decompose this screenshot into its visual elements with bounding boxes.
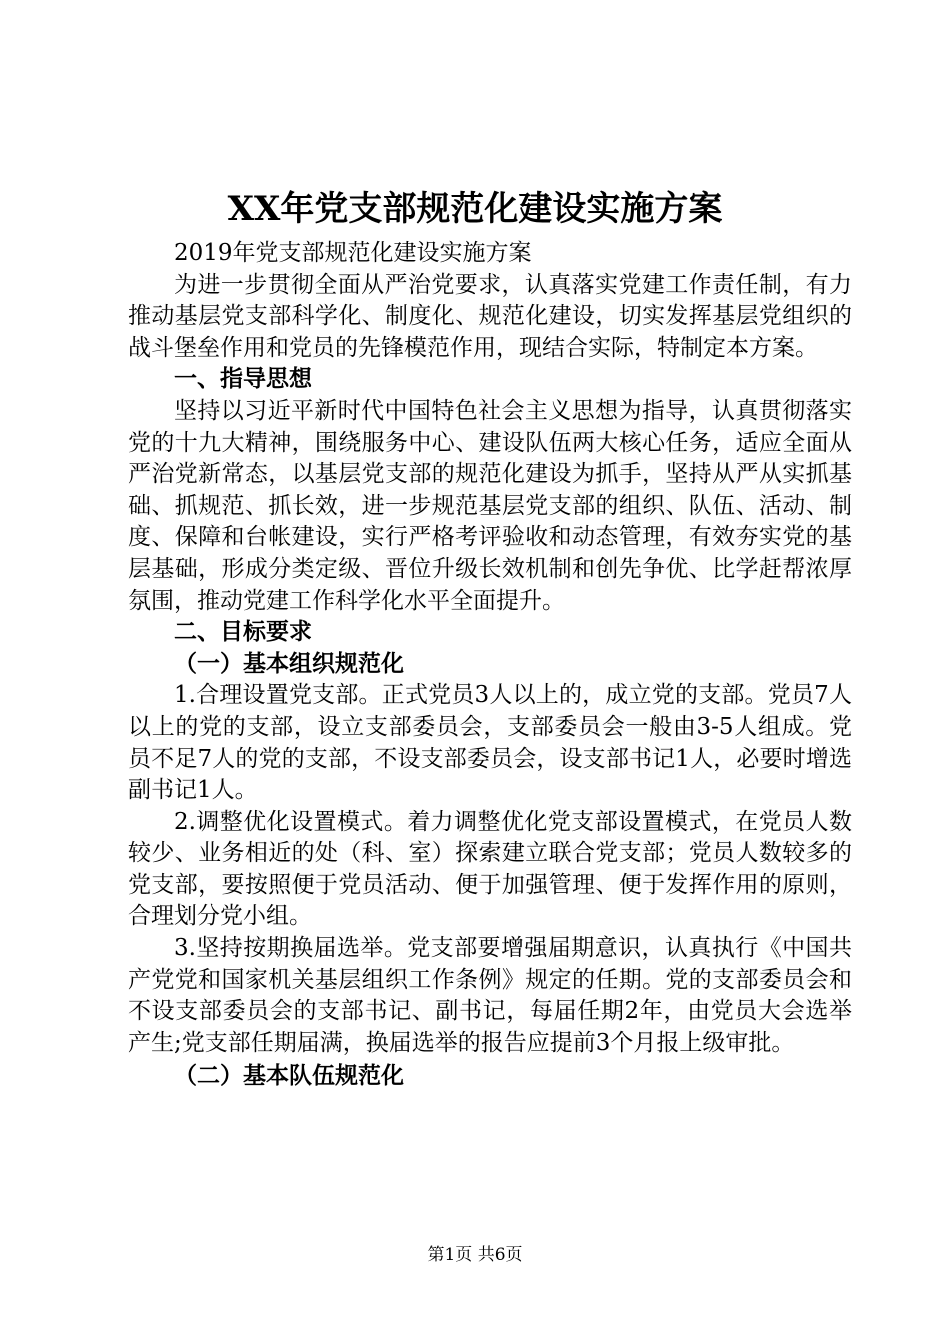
subsection-heading-organization: （一）基本组织规范化 (174, 650, 404, 677)
subsection-heading-team: （二）基本队伍规范化 (174, 1063, 404, 1090)
paragraph-item-3: 3.坚持按期换届选举。党支部要增强届期意识，认真执行《中国共产党党和国家机关基层组织工作条例》规定的任期。党的支部委员会和不设支部委员会的支部书记、副书记，每届任期2年，由党员大会选举产生;党支部任期届满，换届选举的报告应提前3个月报上级审批。 (128, 935, 852, 1056)
document-title: XX年党支部规范化建设实施方案 (227, 189, 723, 229)
section-heading-guiding-thought: 一、指导思想 (174, 366, 312, 393)
section-heading-goals: 二、目标要求 (174, 619, 312, 646)
document-body (128, 238, 852, 1093)
paragraph-subtitle: 2019年党支部规范化建设实施方案 (174, 240, 532, 266)
paragraph-guiding-thought: 坚持以习近平新时代中国特色社会主义思想为指导，认真贯彻落实党的十九大精神，围绕服务中心、建设队伍两大核心任务，适应全面从严治党新常态，以基层党支部的规范化建设为抓手，坚持从严从实抓基础、抓规范、抓长效，进一步规范基层党支部的组织、队伍、活动、制度、保障和台帐建设，实行严格考评验收和动态管理，有效夯实党的基层基础，形成分类定级、晋位升级长效机制和创先争优、比学赶帮浓厚氛围，推动党建工作科学化水平全面提升。 (128, 397, 852, 614)
paragraph-item-1: 1.合理设置党支部。正式党员3人以上的，成立党的支部。党员7人以上的党的支部，设立支部委员会，支部委员会一般由3-5人组成。党员不足7人的党的支部，不设支部委员会，设支部书记1人，必要时增选副书记1人。 (128, 682, 852, 804)
page-footer: 第1页 共6页 (427, 1245, 523, 1265)
paragraph-intro: 为进一步贯彻全面从严治党要求，认真落实党建工作责任制，有力推动基层党支部科学化、制度化、规范化建设，切实发挥基层党组织的战斗堡垒作用和党员的先锋模范作用，现结合实际，特制定本方案。 (128, 271, 852, 361)
paragraph-item-2: 2.调整优化设置模式。着力调整优化党支部设置模式，在党员人数较少、业务相近的处（科、室）探索建立联合党支部；党员人数较多的党支部，要按照便于党员活动、便于加强管理、便于发挥作用的原则，合理划分党小组。 (128, 808, 852, 930)
